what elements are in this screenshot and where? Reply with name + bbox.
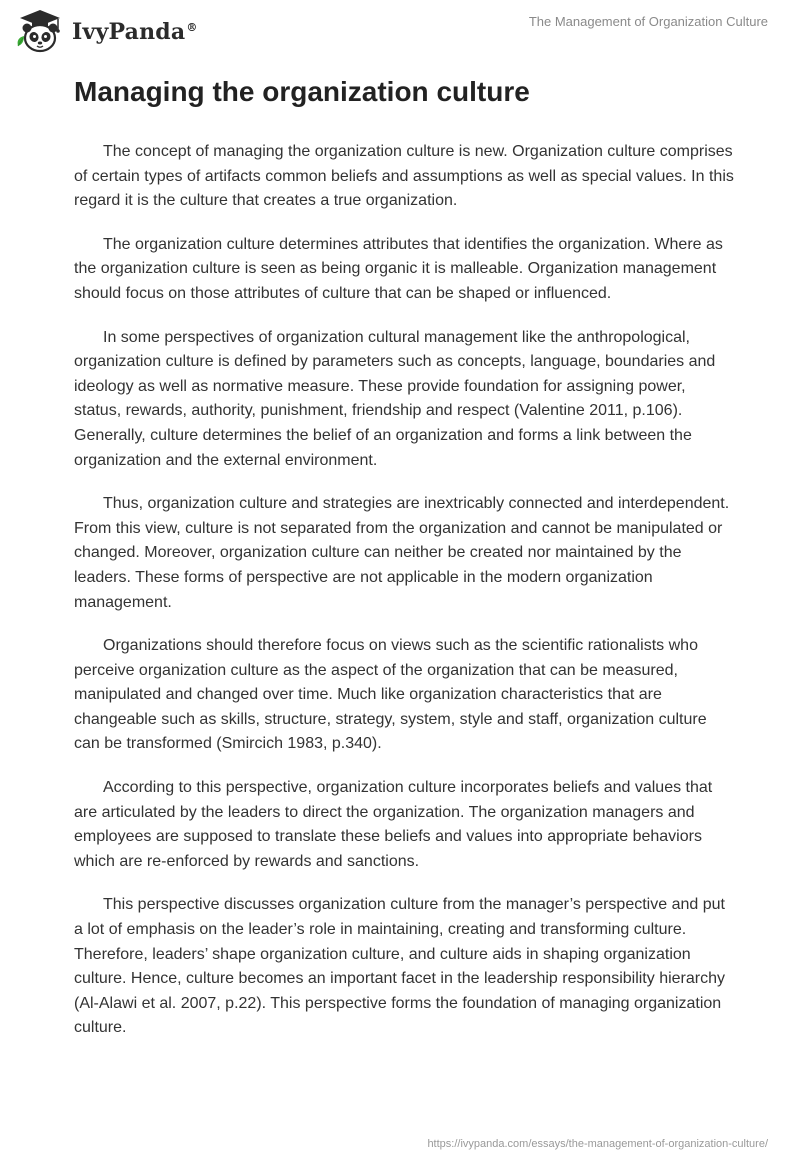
paragraph: Thus, organization culture and strategies are inextricably connected and interdependent. From this view, culture is not separated from the organization and cannot be manipulated or changed. Moreover, organization culture can neither be created nor maintained by the leaders. These forms of perspective are not applicable in the modern organization management. [74, 495, 730, 611]
paragraph: In some perspectives of organization cultural management like the anthropological, organization culture is defined by parameters such as concepts, language, boundaries and ideology as well as normative measure. These provide foundation for assigning power, status, rewards, authority, punishment, friendship and respect (Valentine 2011, p.106). Generally, culture determines the belief of an organization and forms a link between the organization and the external environment. [74, 328, 716, 469]
brand-logo[interactable] [14, 8, 198, 54]
paragraph: This perspective discusses organization culture from the manager’s perspective and put a lot of emphasis on the leader’s role in maintaining, creating and transforming culture. Therefore, leaders’ shape organization culture, and culture aids in shaping organization culture. Hence, culture becomes an important facet in the leadership responsibility hierarchy (Al-Alawi et al. 2007, p.22). This perspective forms the foundation of managing organization culture. [74, 896, 725, 1037]
article-body [74, 74, 734, 1060]
page-header [0, 0, 800, 60]
panda-graduate-icon [14, 8, 66, 54]
paragraph: According to this perspective, organization culture incorporates beliefs and values that are articulated by the leaders to direct the organization. The organization managers and employees are supposed to translate these beliefs and values into appropriate behaviors which are re-enforced by rewards and sanctions. [74, 779, 713, 870]
source-url[interactable]: https://ivypanda.com/essays/the-management-of-organization-culture/ [427, 1138, 768, 1150]
paragraph: The concept of managing the organization culture is new. Organization culture comprises of certain types of artifacts common beliefs and assumptions as well as special values. In this regard it is the culture that creates a true organization. [74, 143, 734, 210]
registered-mark: ® [186, 20, 198, 34]
document-title: The Management of Organization Culture [528, 14, 768, 29]
paragraph: Organizations should therefore focus on views such as the scientific rationalists who perceive organization culture as the aspect of the organization that can be measured, manipulated and changed over time. Much like organization characteristics that are changeable such as skills, structure, strategy, system, style and staff, organization culture can be transformed (Smircich 1983, p.340). [74, 637, 707, 753]
page-title: Managing the organization culture [74, 76, 530, 107]
brand-name: IvyPanda® [72, 19, 198, 45]
paragraph: The organization culture determines attributes that identifies the organization. Where as the organization culture is seen as being organic it is malleable. Organization management should focus on those attributes of culture that can be shaped or influenced. [74, 235, 723, 302]
